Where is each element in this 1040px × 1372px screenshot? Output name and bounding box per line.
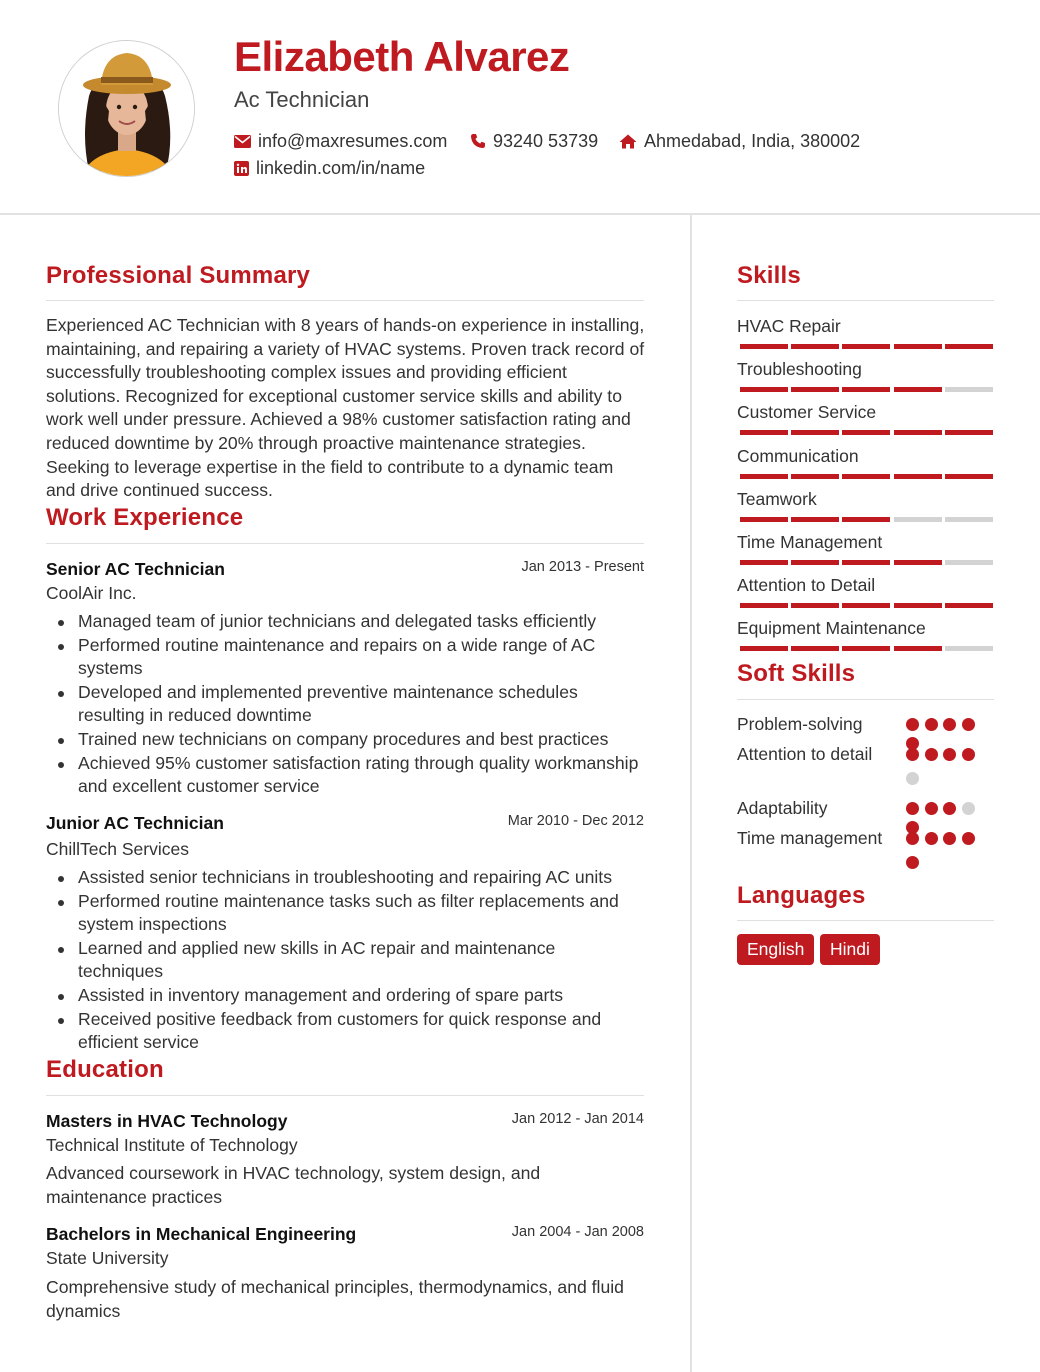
soft-skill-level-dot bbox=[943, 802, 956, 815]
skill-level-bar bbox=[894, 430, 942, 435]
skill-level-bar bbox=[842, 430, 890, 435]
soft-skill-level-dot bbox=[925, 832, 938, 845]
degree-description: Advanced coursework in HVAC technology, system design, and maintenance practices bbox=[46, 1163, 541, 1207]
contact-linkedin[interactable] bbox=[234, 157, 425, 179]
language-badge: English bbox=[737, 934, 814, 965]
skill-level-bar bbox=[740, 560, 788, 565]
candidate-name: Elizabeth Alvarez bbox=[234, 33, 570, 80]
school-name: State University bbox=[46, 1248, 169, 1268]
skill-name: Equipment Maintenance bbox=[737, 618, 926, 639]
skill-level-bar bbox=[842, 474, 890, 479]
soft-skill-level-dot bbox=[943, 748, 956, 761]
soft-skill-level-dot bbox=[943, 832, 956, 845]
skill-level-bar bbox=[894, 387, 942, 392]
skill-level-bar bbox=[945, 603, 993, 608]
skill-level-bar bbox=[894, 603, 942, 608]
skill-level-bar bbox=[791, 344, 839, 349]
candidate-title: Ac Technician bbox=[234, 87, 370, 112]
skill-level-bar bbox=[740, 344, 788, 349]
skill-level-bar bbox=[842, 646, 890, 651]
profile-photo bbox=[58, 40, 195, 177]
degree-date: Jan 2004 - Jan 2008 bbox=[511, 1224, 644, 1240]
summary-heading: Professional Summary bbox=[46, 262, 311, 289]
skill-level-bar bbox=[842, 344, 890, 349]
skill-level-bar bbox=[945, 517, 993, 522]
list-item: Performed routine maintenance and repairs on a wide range of AC systems bbox=[46, 634, 644, 681]
soft-skill-level-dot bbox=[906, 772, 919, 785]
degree-date: Jan 2012 - Jan 2014 bbox=[511, 1111, 644, 1127]
soft-skill-name: Attention to detail bbox=[737, 744, 873, 764]
job-company: ChillTech Services bbox=[46, 839, 189, 859]
skill-level-bar bbox=[791, 474, 839, 479]
job-bullets bbox=[46, 866, 644, 1055]
list-item: Managed team of junior technicians and delegated tasks efficiently bbox=[46, 610, 644, 634]
email-text: info@maxresumes.com bbox=[258, 131, 448, 151]
soft-skill-level-dot bbox=[925, 802, 938, 815]
skill-level-bar bbox=[740, 430, 788, 435]
skill-name: HVAC Repair bbox=[737, 316, 841, 336]
skill-level-bar bbox=[740, 646, 788, 651]
soft-skill-name: Problem-solving bbox=[737, 714, 863, 734]
soft-skill-level-dot bbox=[943, 718, 956, 731]
job-date: Mar 2010 - Dec 2012 bbox=[507, 813, 644, 829]
soft-skill-level-dot bbox=[906, 737, 919, 750]
contact-phone[interactable] bbox=[470, 130, 598, 152]
skill-level-bar bbox=[945, 430, 993, 435]
skill-level-bar bbox=[945, 387, 993, 392]
soft-skill-level-dot bbox=[962, 748, 975, 761]
skills-heading: Skills bbox=[737, 262, 801, 289]
skill-level-bar bbox=[842, 603, 890, 608]
list-item: Trained new technicians on company procedures and best practices bbox=[46, 728, 644, 752]
list-item: Developed and implemented preventive maintenance schedules resulting in reduced downtime bbox=[46, 681, 644, 728]
skill-level-bar bbox=[894, 517, 942, 522]
skills-divider bbox=[737, 300, 994, 301]
skill-level-bar bbox=[894, 344, 942, 349]
skill-level-bar bbox=[945, 646, 993, 651]
soft-skill-level-dot bbox=[906, 802, 919, 815]
skill-level-bar bbox=[791, 387, 839, 392]
soft-skill-name: Adaptability bbox=[737, 798, 828, 818]
list-item: Assisted in inventory management and ordering of spare parts bbox=[46, 984, 644, 1008]
skill-level-bar bbox=[740, 603, 788, 608]
skill-name: Troubleshooting bbox=[737, 359, 862, 380]
language-badge: Hindi bbox=[820, 934, 880, 965]
skill-level-bar bbox=[894, 560, 942, 565]
summary-divider bbox=[46, 300, 644, 301]
job-company: CoolAir Inc. bbox=[46, 583, 137, 603]
skill-level-bar bbox=[791, 517, 839, 522]
school-name: Technical Institute of Technology bbox=[46, 1135, 298, 1155]
contact-email[interactable] bbox=[234, 130, 447, 152]
skill-level-bar bbox=[945, 560, 993, 565]
soft-skills-divider bbox=[737, 699, 994, 700]
linkedin-text: linkedin.com/in/name bbox=[256, 158, 426, 178]
column-divider bbox=[690, 215, 692, 1372]
soft-skill-level-dot bbox=[962, 832, 975, 845]
envelope-icon bbox=[234, 135, 251, 148]
degree-title: Masters in HVAC Technology bbox=[46, 1111, 288, 1131]
profile-photo-icon bbox=[59, 41, 195, 177]
job-title: Junior AC Technician bbox=[46, 813, 224, 833]
skill-name: Attention to Detail bbox=[737, 575, 876, 596]
contact-location bbox=[619, 130, 860, 152]
skill-level-bar bbox=[894, 474, 942, 479]
linkedin-icon bbox=[234, 161, 249, 176]
education-heading: Education bbox=[46, 1056, 164, 1083]
skill-level-bar bbox=[791, 646, 839, 651]
phone-text: 93240 53739 bbox=[493, 131, 599, 151]
soft-skills-heading: Soft Skills bbox=[737, 660, 856, 687]
skill-level-bar bbox=[791, 560, 839, 565]
list-item: Performed routine maintenance tasks such as filter replacements and system inspections bbox=[46, 890, 644, 937]
languages-divider bbox=[737, 920, 994, 921]
soft-skill-name: Time management bbox=[737, 828, 883, 848]
list-item: Achieved 95% customer satisfaction rating through quality workmanship and excellent customer service bbox=[46, 752, 644, 799]
list-item: Received positive feedback from customers for quick response and efficient service bbox=[46, 1008, 644, 1055]
skill-name: Customer Service bbox=[737, 402, 877, 423]
skill-level-bar bbox=[842, 517, 890, 522]
skill-name: Teamwork bbox=[737, 488, 817, 509]
skill-level-bar bbox=[740, 517, 788, 522]
soft-skill-level-dot bbox=[906, 718, 919, 731]
languages-heading: Languages bbox=[737, 882, 866, 909]
resume-header bbox=[0, 0, 1040, 215]
home-icon bbox=[619, 134, 637, 149]
list-item: Learned and applied new skills in AC repair and maintenance techniques bbox=[46, 937, 644, 984]
job-bullets bbox=[46, 610, 644, 799]
skill-level-bar bbox=[842, 560, 890, 565]
summary-text: Experienced AC Technician with 8 years of hands-on experience in installing, maintaining, and repairing a variety of HVAC systems. Proven track record of successfully troubleshooting complex issues and providing efficient solutions. Recognized for exceptional customer service skills and ability to work well under pressure. Achieved a 98% customer satisfaction rating and reduced downtime by 20% through proactive maintenance strategies. Seeking to leverage expertise in the field to contribute to a dynamic team and drive continued success. bbox=[46, 315, 645, 501]
skill-level-bar bbox=[740, 387, 788, 392]
list-item: Assisted senior technicians in troubleshooting and repairing AC units bbox=[46, 866, 644, 890]
skill-level-bar bbox=[945, 344, 993, 349]
education-divider bbox=[46, 1095, 644, 1096]
degree-description: Comprehensive study of mechanical principles, thermodynamics, and fluid dynamics bbox=[46, 1277, 624, 1321]
skill-level-bar bbox=[894, 646, 942, 651]
skill-name: Time Management bbox=[737, 532, 883, 552]
experience-heading: Work Experience bbox=[46, 504, 244, 531]
job-title: Senior AC Technician bbox=[46, 559, 225, 579]
soft-skill-level-dot bbox=[925, 718, 938, 731]
soft-skill-level-dot bbox=[962, 718, 975, 731]
soft-skill-level-dot bbox=[925, 748, 938, 761]
soft-skill-level-dot bbox=[906, 856, 919, 869]
experience-divider bbox=[46, 543, 644, 544]
skill-level-bar bbox=[791, 430, 839, 435]
skill-name: Communication bbox=[737, 445, 859, 466]
skill-level-bar bbox=[842, 387, 890, 392]
degree-title: Bachelors in Mechanical Engineering bbox=[46, 1224, 357, 1244]
skill-level-bar bbox=[945, 474, 993, 479]
job-date: Jan 2013 - Present bbox=[521, 559, 644, 575]
soft-skill-level-dot bbox=[906, 821, 919, 834]
skill-level-bar bbox=[791, 603, 839, 608]
phone-icon bbox=[470, 133, 486, 149]
skill-level-bar bbox=[740, 474, 788, 479]
soft-skill-level-dot bbox=[962, 802, 975, 815]
location-text: Ahmedabad, India, 380002 bbox=[644, 131, 861, 151]
